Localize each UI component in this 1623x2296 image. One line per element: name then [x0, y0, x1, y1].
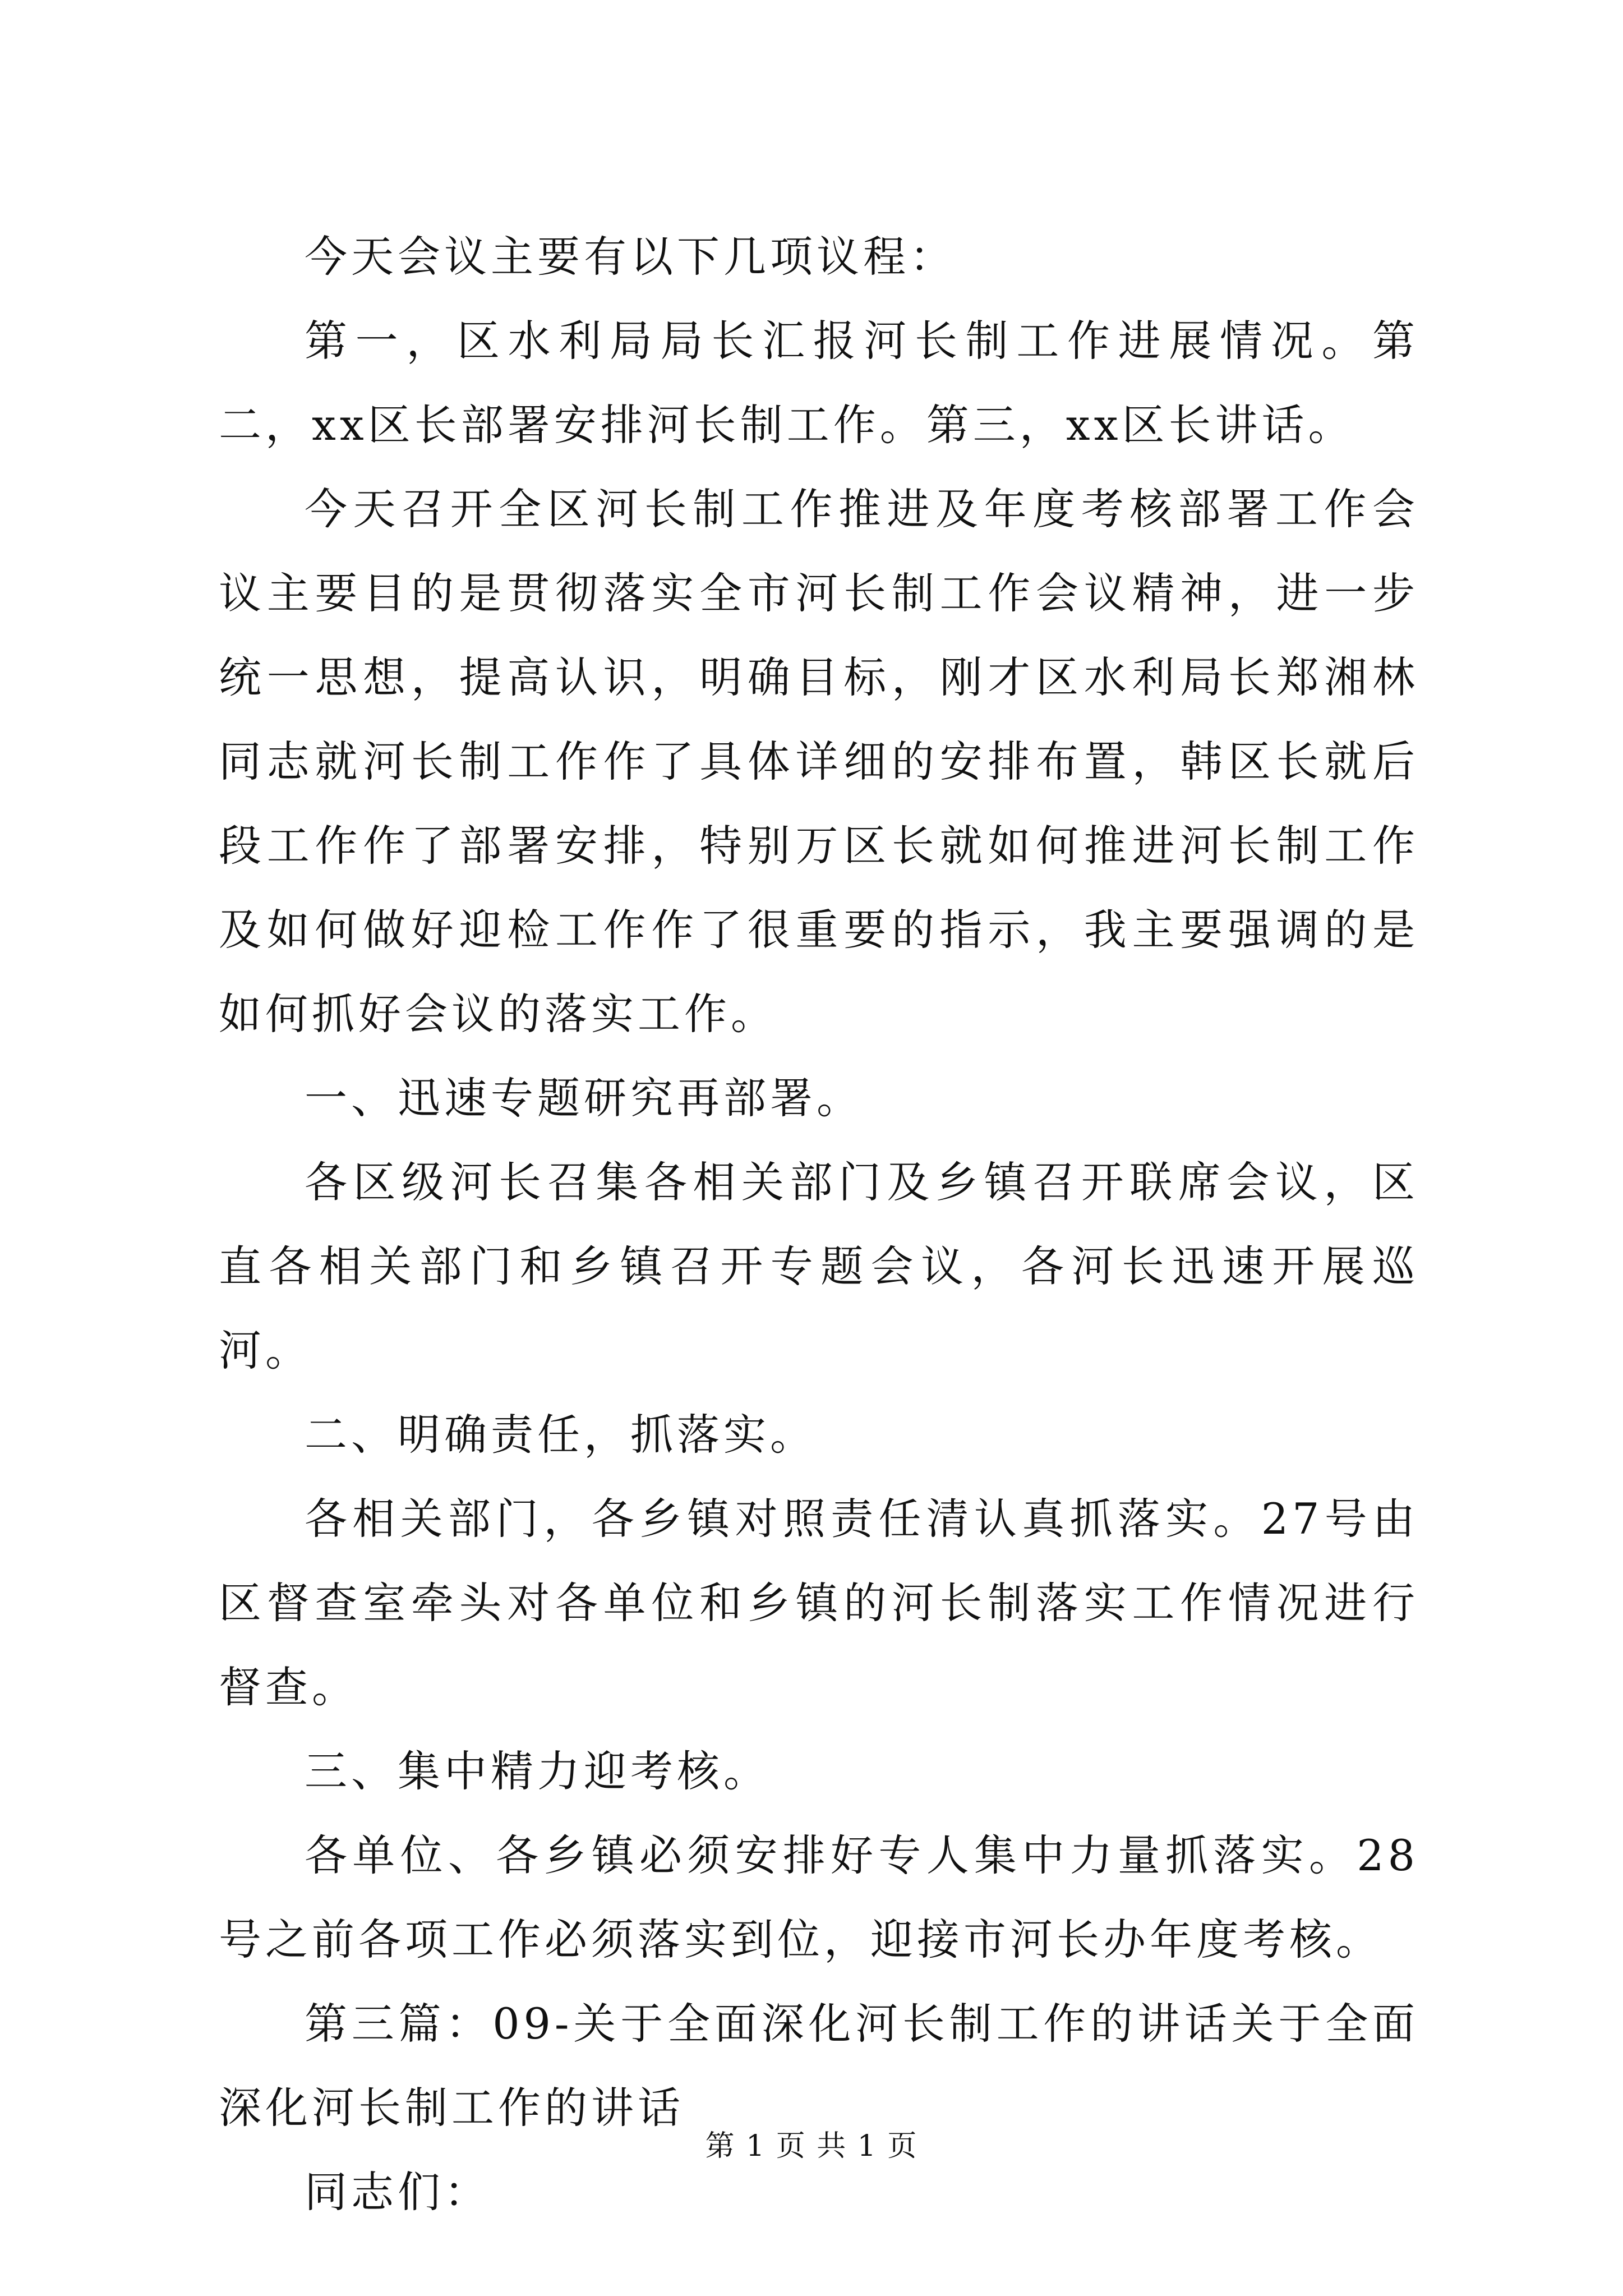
paragraph-section-three: 各单位、各乡镇必须安排好专人集中力量抓落实。28号之前各项工作必须落实到位，迎接市河长办年度考核。 — [219, 1830, 1419, 1964]
heading-section-one: 一、迅速专题研究再部署。 — [305, 1073, 863, 1123]
page-footer: 第 1 页 共 1 页 — [705, 2129, 918, 2163]
paragraph-agenda-intro: 今天会议主要有以下几项议程： — [305, 232, 956, 282]
paragraph-third-article-title: 第三篇：09-关于全面深化河长制工作的讲话关于全面深化河长制工作的讲话 — [219, 1999, 1419, 2133]
paragraph-agenda-items: 第一，区水利局局长汇报河长制工作进展情况。第二，xx区长部署安排河长制工作。第三，xx区长讲话。 — [219, 316, 1419, 450]
paragraph-section-one: 各区级河长召集各相关部门及乡镇召开联席会议，区直各相关部门和乡镇召开专题会议，各河长迅速开展巡河。 — [219, 1157, 1419, 1375]
paragraph-meeting-purpose: 今天召开全区河长制工作推进及年度考核部署工作会议主要目的是贯彻落实全市河长制工作会议精神，进一步统一思想，提高认识，明确目标，刚才区水利局长郑湘林同志就河长制工作作了具体详细的安排布置，韩区长就后段工作作了部署安排，特别万区长就如何推进河长制工作及如何做好迎检工作作了很重要的指示，我主要强调的是如何抓好会议的落实工作。 — [219, 484, 1419, 1039]
document-body — [219, 215, 1419, 2234]
paragraph-section-two: 各相关部门，各乡镇对照责任清认真抓落实。27号由区督查室牵头对各单位和乡镇的河长制落实工作情况进行督查。 — [219, 1494, 1419, 1712]
heading-section-three: 三、集中精力迎考核。 — [305, 1746, 770, 1796]
paragraph-salutation: 同志们： — [305, 2167, 491, 2217]
heading-section-two: 二、明确责任，抓落实。 — [305, 1410, 817, 1460]
